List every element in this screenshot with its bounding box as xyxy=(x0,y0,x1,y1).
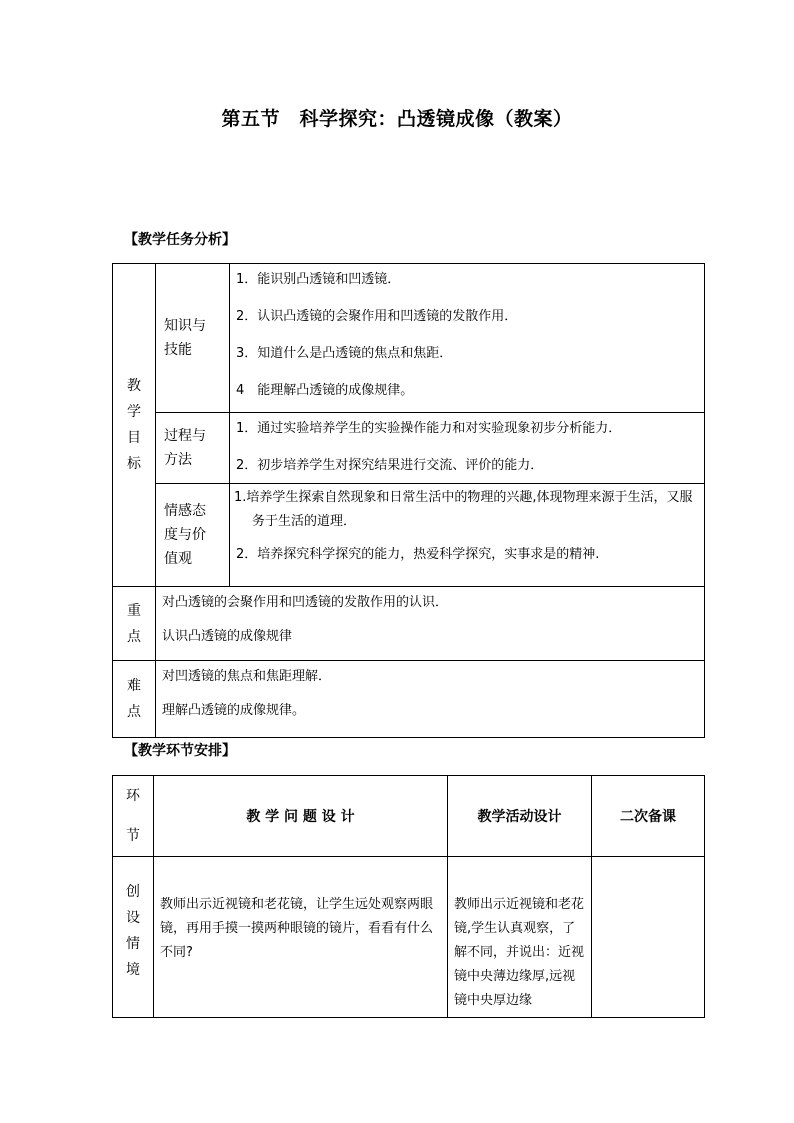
keypoints-content xyxy=(156,587,705,661)
goal-item: 1．通过实验培养学生的实验操作能力和对实验现象初步分析能力． xyxy=(236,421,622,436)
keypoint-item: 对凸透镜的会聚作用和凹透镜的发散作用的认识． xyxy=(162,595,449,610)
goal-item: 1．能识别凸透镜和凹透镜． xyxy=(236,272,401,287)
section-heading-task-analysis: 【教学任务分析】 xyxy=(124,232,236,248)
difficulty-item: 对凹透镜的焦点和焦距理解． xyxy=(162,669,332,684)
goal-item: 2．认识凸透镜的会聚作用和凹透镜的发散作用． xyxy=(236,309,518,324)
goal-row-label: 过程与方法 xyxy=(156,413,230,484)
difficulties-label-cell xyxy=(113,661,156,738)
goal-item: 2．初步培养学生对探究结果进行交流、评价的能力． xyxy=(236,458,544,473)
page-title: 第五节 科学探究：凸透镜成像（教案） xyxy=(221,108,573,130)
goal-item: 2．培养探究科学探究的能力，热爱科学探究，实事求是的精神. xyxy=(236,547,600,562)
keypoints-label-cell xyxy=(113,587,156,661)
design-cell: 教师出示近视镜和老花镜，让学生远处观察两眼镜，再用手摸一摸两种眼镜的镜片，看看有什么不同? xyxy=(154,857,448,1018)
goal-item: 3．知道什么是凸透镜的焦点和焦距． xyxy=(236,346,453,361)
stage-label: 创设情境 xyxy=(126,884,140,978)
keypoint-item: 认识凸透镜的成像规律 xyxy=(162,629,293,644)
keypoints-label: 重点 xyxy=(127,602,141,645)
goal-items-cell xyxy=(230,264,705,413)
difficulties-content xyxy=(156,661,705,738)
header-second-preparation: 二次备课 xyxy=(592,776,705,857)
goal-items-cell xyxy=(230,484,705,587)
arrangement-table xyxy=(112,775,705,1018)
goals-label: 教学目标 xyxy=(127,378,141,472)
goal-items-cell xyxy=(230,413,705,484)
goals-label-cell xyxy=(113,264,156,587)
goal-item: 1.培养学生探索自然现象和日常生活中的物理的兴趣,体现物理来源于生活，又服务于生活的道理． xyxy=(234,490,693,529)
goal-row-label: 知识与技能 xyxy=(156,264,230,413)
header-question-design: 教 学 问 题 设 计 xyxy=(154,776,448,857)
header-activity-design: 教学活动设计 xyxy=(448,776,592,857)
notes-cell xyxy=(592,857,705,1018)
activity-cell: 教师出示近视镜和老花镜,学生认真观察，了解不同，并说出：近视镜中央薄边缘厚,远视镜中央厚边缘 xyxy=(448,857,592,1018)
section-heading-arrangement: 【教学环节安排】 xyxy=(124,743,236,759)
stage-cell xyxy=(113,857,154,1018)
task-analysis-table xyxy=(112,263,705,738)
difficulties-label: 难点 xyxy=(127,678,141,720)
goal-item: 4 能理解凸透镜的成像规律。 xyxy=(236,383,414,398)
header-stage: 环节 xyxy=(113,776,154,857)
goal-row-label: 情感态度与价值观 xyxy=(156,484,230,587)
difficulty-item: 理解凸透镜的成像规律。 xyxy=(162,703,306,718)
